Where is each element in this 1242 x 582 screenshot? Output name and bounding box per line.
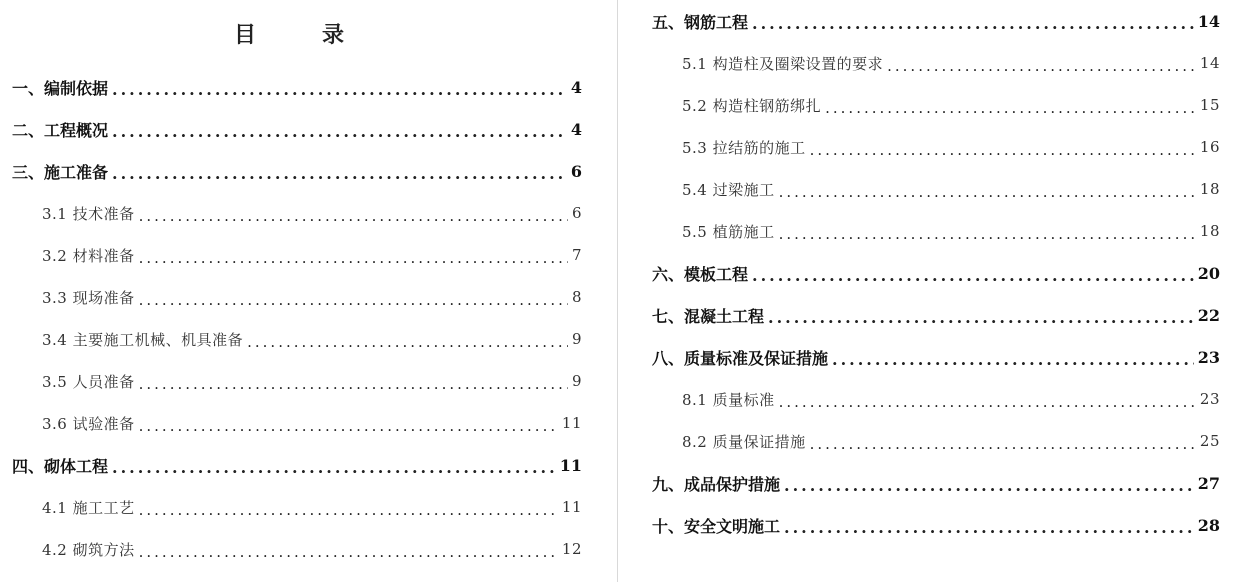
dot-leader (825, 101, 1196, 116)
dot-leader (810, 143, 1196, 158)
toc-entry-label: 一、编制依据 (12, 78, 109, 98)
toc-entry-page: 8 (571, 288, 582, 306)
toc-entry[interactable] (682, 134, 1220, 160)
dot-leader (784, 478, 1194, 494)
dot-leader (139, 503, 558, 518)
toc-entry[interactable] (682, 218, 1220, 244)
toc-entry-label: 五、钢筋工程 (652, 12, 749, 32)
dot-leader (779, 227, 1196, 242)
toc-entry-page: 23 (1197, 347, 1220, 367)
toc-entry-page: 18 (1199, 222, 1220, 240)
toc-entry-label: 3.4 主要施工机械、机具准备 (42, 330, 244, 349)
toc-entry-page: 22 (1197, 305, 1220, 325)
toc-entry[interactable] (652, 260, 1220, 286)
toc-entry-page: 15 (1199, 96, 1220, 114)
toc-entry[interactable] (652, 470, 1220, 496)
toc-entry-label: 5.4 过梁施工 (682, 180, 775, 199)
toc-entry[interactable] (42, 494, 582, 520)
dot-leader (752, 16, 1194, 32)
toc-entry-label: 3.1 技术准备 (42, 204, 135, 223)
toc-entry[interactable] (652, 302, 1220, 328)
toc-entry-page: 14 (1197, 11, 1220, 31)
toc-entry-label: 3.2 材料准备 (42, 246, 135, 265)
dot-leader (247, 335, 568, 350)
toc-entry[interactable] (42, 368, 582, 394)
toc-entry-page: 23 (1199, 390, 1220, 408)
dot-leader (139, 419, 558, 434)
toc-entry-page: 11 (559, 455, 582, 475)
toc-entry-label: 九、成品保护措施 (652, 474, 781, 494)
dot-leader (779, 185, 1196, 200)
toc-entry[interactable] (42, 242, 582, 268)
toc-entry-label: 4.2 砌筑方法 (42, 540, 135, 559)
toc-entry[interactable] (652, 344, 1220, 370)
toc-entry-label: 8.2 质量保证措施 (682, 432, 806, 451)
dot-leader (752, 268, 1194, 284)
toc-entry-label: 4.1 施工工艺 (42, 498, 135, 517)
toc-entry[interactable] (42, 536, 582, 562)
toc-entry-label: 3.3 现场准备 (42, 288, 135, 307)
toc-entry-label: 七、混凝土工程 (652, 306, 765, 326)
toc-entry-label: 十、安全文明施工 (652, 516, 781, 536)
dot-leader (139, 293, 568, 308)
toc-entry-page: 12 (561, 540, 582, 558)
dot-leader (139, 209, 568, 224)
toc-entry-label: 5.3 拉结筋的施工 (682, 138, 806, 157)
toc-entry-label: 5.5 植筋施工 (682, 222, 775, 241)
dot-leader (139, 545, 558, 560)
toc-entry-label: 二、工程概况 (12, 120, 109, 140)
dot-leader (768, 310, 1194, 326)
toc-entry[interactable] (652, 8, 1220, 34)
toc-entry-page: 18 (1199, 180, 1220, 198)
toc-entry-label: 5.1 构造柱及圈梁设置的要求 (682, 54, 884, 73)
toc-entry-page: 11 (561, 498, 582, 516)
toc-entry[interactable] (682, 386, 1220, 412)
toc-entry-page: 9 (571, 330, 582, 348)
toc-entry-page: 14 (1199, 54, 1220, 72)
toc-entry-label: 8.1 质量标准 (682, 390, 775, 409)
toc-entry[interactable] (682, 176, 1220, 202)
toc-entry-label: 3.5 人员准备 (42, 372, 135, 391)
toc-entry-page: 7 (571, 246, 582, 264)
toc-entry[interactable] (42, 284, 582, 310)
toc-entry-label: 四、砌体工程 (12, 456, 109, 476)
toc-entry-page: 9 (571, 372, 582, 390)
toc-entry-page: 6 (571, 204, 582, 222)
toc-entry-label: 八、质量标准及保证措施 (652, 348, 829, 368)
toc-entry-label: 三、施工准备 (12, 162, 109, 182)
toc-entry-label: 3.6 试验准备 (42, 414, 135, 433)
toc-entry-page: 25 (1199, 432, 1220, 450)
right-page (622, 0, 1242, 582)
toc-title: 目 录 (233, 22, 366, 48)
dot-leader (832, 352, 1194, 368)
toc-entry[interactable] (42, 326, 582, 352)
toc-entry[interactable] (12, 74, 582, 100)
dot-leader (112, 460, 556, 476)
toc-entry[interactable] (42, 200, 582, 226)
toc-entry[interactable] (682, 50, 1220, 76)
toc-entry-page: 11 (561, 414, 582, 432)
dot-leader (112, 124, 567, 140)
page-divider (617, 0, 618, 582)
toc-entry-label: 5.2 构造柱钢筋绑扎 (682, 96, 822, 115)
toc-entry[interactable] (682, 92, 1220, 118)
toc-entry-page: 16 (1199, 138, 1220, 156)
left-page (0, 0, 618, 582)
toc-entry[interactable] (42, 410, 582, 436)
toc-entry-label: 六、模板工程 (652, 264, 749, 284)
toc-entry-page: 4 (570, 77, 582, 97)
toc-entry[interactable] (12, 116, 582, 142)
dot-leader (784, 520, 1194, 536)
dot-leader (139, 377, 568, 392)
toc-entry[interactable] (652, 512, 1220, 538)
toc-entry[interactable] (682, 428, 1220, 454)
toc-entry-page: 6 (570, 161, 582, 181)
dot-leader (112, 82, 567, 98)
toc-entry-page: 28 (1197, 515, 1220, 535)
toc-entry-page: 20 (1197, 263, 1220, 283)
toc-entry[interactable] (12, 158, 582, 184)
toc-entry-page: 27 (1197, 473, 1220, 493)
dot-leader (139, 251, 568, 266)
dot-leader (779, 395, 1196, 410)
dot-leader (810, 437, 1196, 452)
dot-leader (112, 166, 567, 182)
toc-entry-page: 4 (570, 119, 582, 139)
toc-entry[interactable] (12, 452, 582, 478)
dot-leader (887, 59, 1196, 74)
